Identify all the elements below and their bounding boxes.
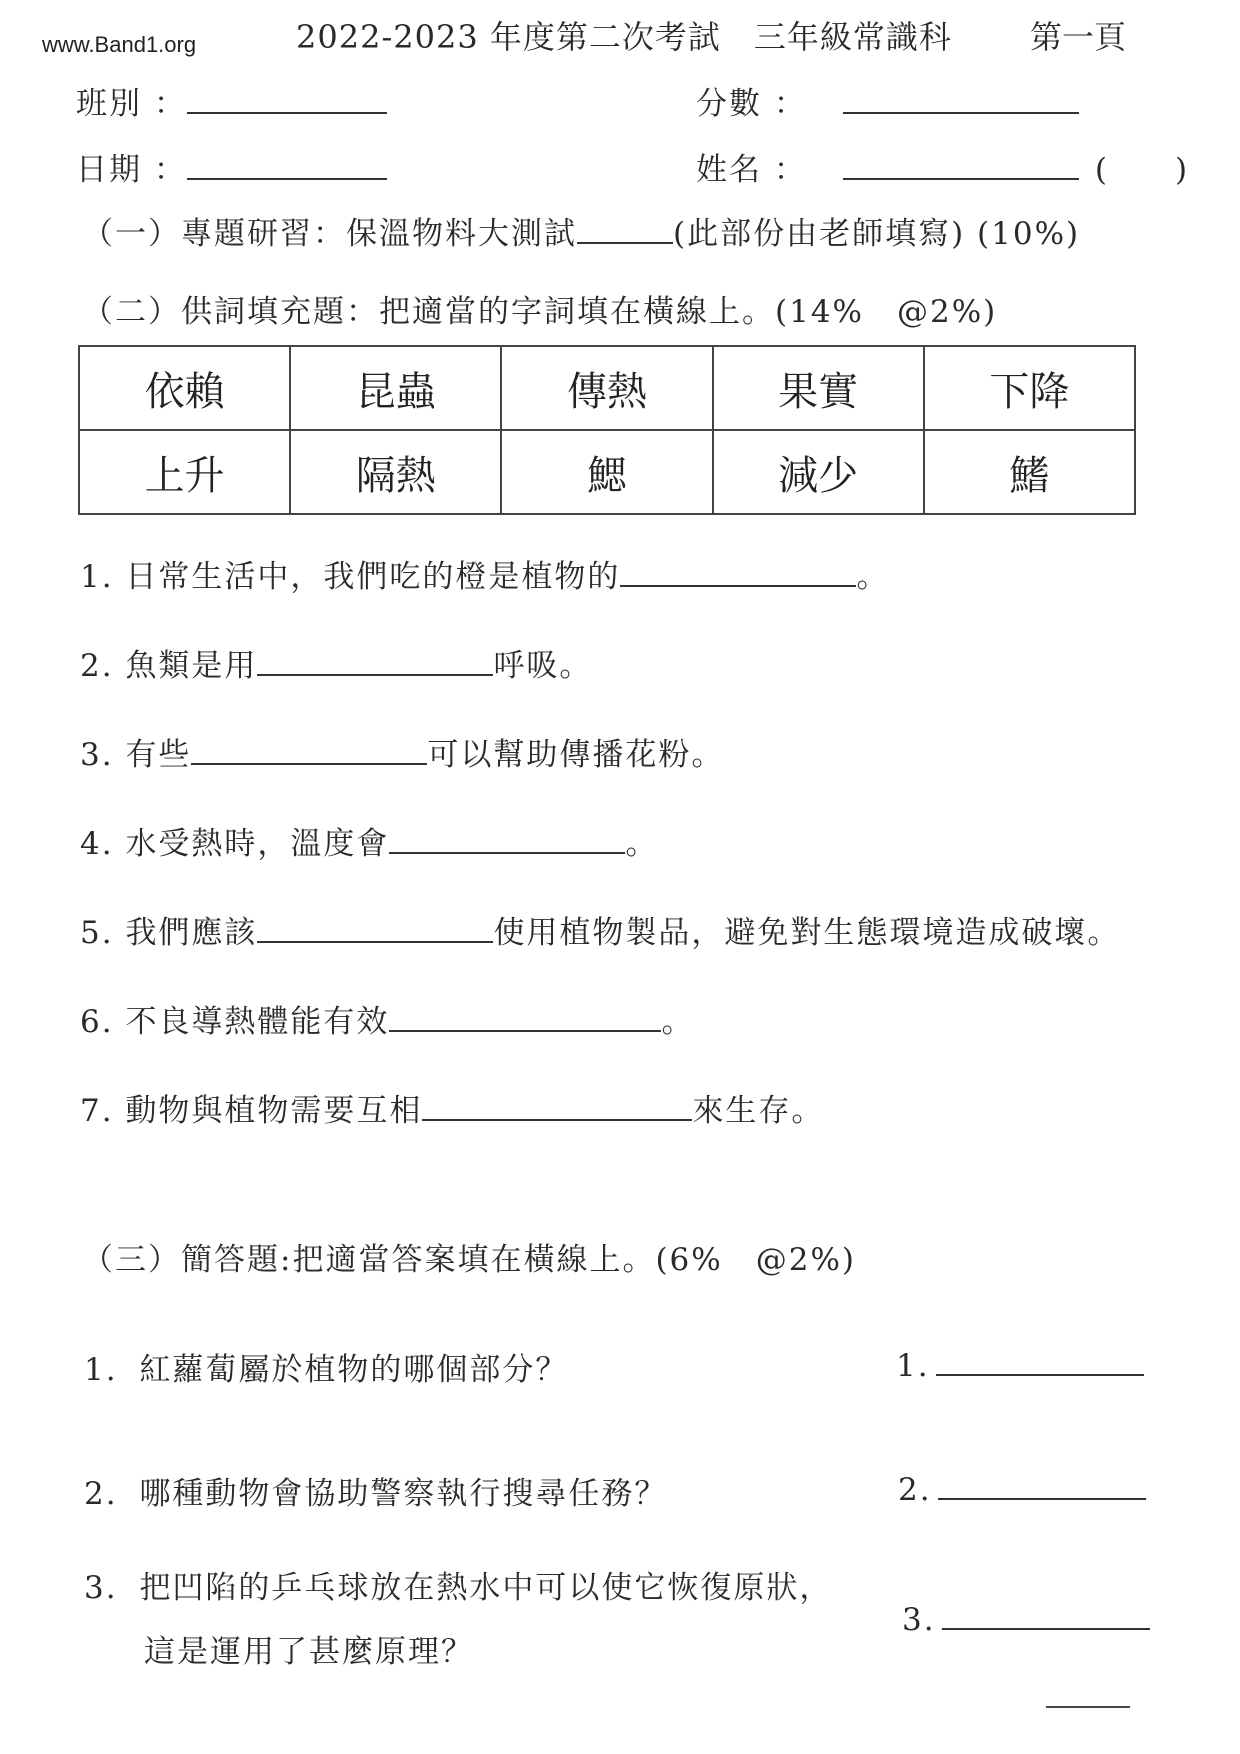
word-bank-cell: 鰓 (501, 430, 712, 514)
exam-title: 2022-2023 年度第二次考試 三年級常識科 (296, 18, 952, 56)
fill-question-3 (80, 729, 724, 774)
class-label: 班別 ： (76, 86, 187, 122)
short-question-2 (84, 1468, 667, 1513)
name-label: 姓名 ： (696, 152, 807, 188)
section-1-blank[interactable] (577, 241, 673, 244)
question-text: 我們應該 (125, 915, 258, 951)
answer-1 (896, 1348, 1144, 1384)
fill-question-2 (80, 640, 592, 685)
word-bank-cell: 鰭 (924, 430, 1135, 514)
section-1 (82, 208, 1080, 253)
word-bank-cell: 傳熱 (501, 346, 712, 430)
answer-2 (898, 1472, 1146, 1508)
answer-blank[interactable] (191, 762, 427, 765)
fill-question-7 (80, 1085, 824, 1130)
question-text: 水受熱時，溫度會 (125, 826, 390, 862)
question-text: 紅蘿蔔屬於植物的哪個部分？ (139, 1352, 569, 1388)
question-number: 3. (84, 1570, 118, 1606)
question-text-line-2: 這是運用了甚麼原理？ (144, 1634, 474, 1670)
question-text: 有些 (125, 737, 192, 773)
answer-number: 2. (898, 1472, 932, 1508)
extra-answer-line (1046, 1706, 1130, 1708)
answer-3 (902, 1602, 1150, 1638)
section-3-title: （三）簡答題:把適當答案填在橫線上。(6% @2%) (82, 1242, 856, 1278)
word-bank-cell: 依賴 (79, 346, 290, 430)
section-1-suffix: (此部份由老師填寫) (10%) (673, 216, 1081, 252)
question-text: 日常生活中，我們吃的橙是植物的 (125, 559, 621, 595)
word-bank-cell: 下降 (924, 346, 1135, 430)
fill-question-4 (80, 818, 658, 863)
section-2-title: （二）供詞填充題：把適當的字詞填在橫線上。(14% @2%) (82, 294, 998, 330)
question-number: 6. (80, 1004, 114, 1040)
answer-blank[interactable] (389, 851, 625, 854)
fill-question-1 (80, 551, 889, 596)
class-number-parens: ( ) (1094, 152, 1190, 188)
question-number: 2. (84, 1476, 118, 1512)
score-field (696, 78, 1079, 123)
word-bank-cell: 昆蟲 (290, 346, 501, 430)
word-bank-table (78, 345, 1136, 515)
word-bank-cell: 上升 (79, 430, 290, 514)
answer-blank[interactable] (938, 1497, 1146, 1500)
answer-number: 1. (896, 1348, 930, 1384)
short-question-1 (84, 1344, 568, 1389)
name-field (696, 144, 1189, 189)
question-number: 7. (80, 1093, 114, 1129)
question-number: 4. (80, 826, 114, 862)
score-label: 分數 ： (696, 86, 807, 122)
answer-blank[interactable] (257, 673, 493, 676)
answer-blank[interactable] (936, 1373, 1144, 1376)
answer-blank[interactable] (257, 940, 493, 943)
short-question-3 (84, 1562, 832, 1607)
answer-blank[interactable] (422, 1118, 692, 1121)
question-text-end: 。 (625, 826, 659, 862)
question-text-end: 來生存。 (692, 1093, 825, 1129)
question-text-end: 呼吸。 (493, 648, 593, 684)
question-text: 把凹陷的乒乓球放在熱水中可以使它恢復原狀， (139, 1570, 833, 1606)
class-field (76, 78, 387, 123)
fill-question-6 (80, 996, 694, 1041)
watermark: www.Band1.org (42, 32, 197, 57)
fill-question-5 (80, 907, 1120, 952)
word-bank-cell: 隔熱 (290, 430, 501, 514)
date-field (76, 144, 387, 189)
score-blank[interactable] (843, 111, 1079, 114)
word-bank-row (79, 346, 1135, 430)
question-number: 2. (80, 648, 114, 684)
class-blank[interactable] (187, 111, 387, 114)
word-bank-cell: 果實 (713, 346, 924, 430)
date-blank[interactable] (187, 177, 387, 180)
question-number: 3. (80, 737, 114, 773)
name-blank[interactable] (843, 177, 1079, 180)
question-number: 1. (84, 1352, 118, 1388)
question-number: 5. (80, 915, 114, 951)
word-bank-row (79, 430, 1135, 514)
answer-blank[interactable] (942, 1627, 1150, 1630)
answer-blank[interactable] (620, 584, 856, 587)
answer-blank[interactable] (389, 1029, 661, 1032)
word-bank-cell: 減少 (713, 430, 924, 514)
date-label: 日期 ： (76, 152, 187, 188)
question-text: 動物與植物需要互相 (125, 1093, 423, 1129)
question-number: 1. (80, 559, 114, 595)
question-text-end: 使用植物製品，避免對生態環境造成破壞。 (493, 915, 1121, 951)
question-text: 不良導熱體能有效 (125, 1004, 390, 1040)
answer-number: 3. (902, 1602, 936, 1638)
section-1-text: （一）專題研習：保溫物料大測試 (82, 216, 577, 252)
question-text: 魚類是用 (125, 648, 258, 684)
question-text-end: 可以幫助傳播花粉。 (427, 737, 725, 773)
question-text: 哪種動物會協助警察執行搜尋任務？ (139, 1476, 668, 1512)
question-text-end: 。 (856, 559, 890, 595)
page-number: 第一頁 (1030, 18, 1127, 56)
question-text-end: 。 (661, 1004, 695, 1040)
